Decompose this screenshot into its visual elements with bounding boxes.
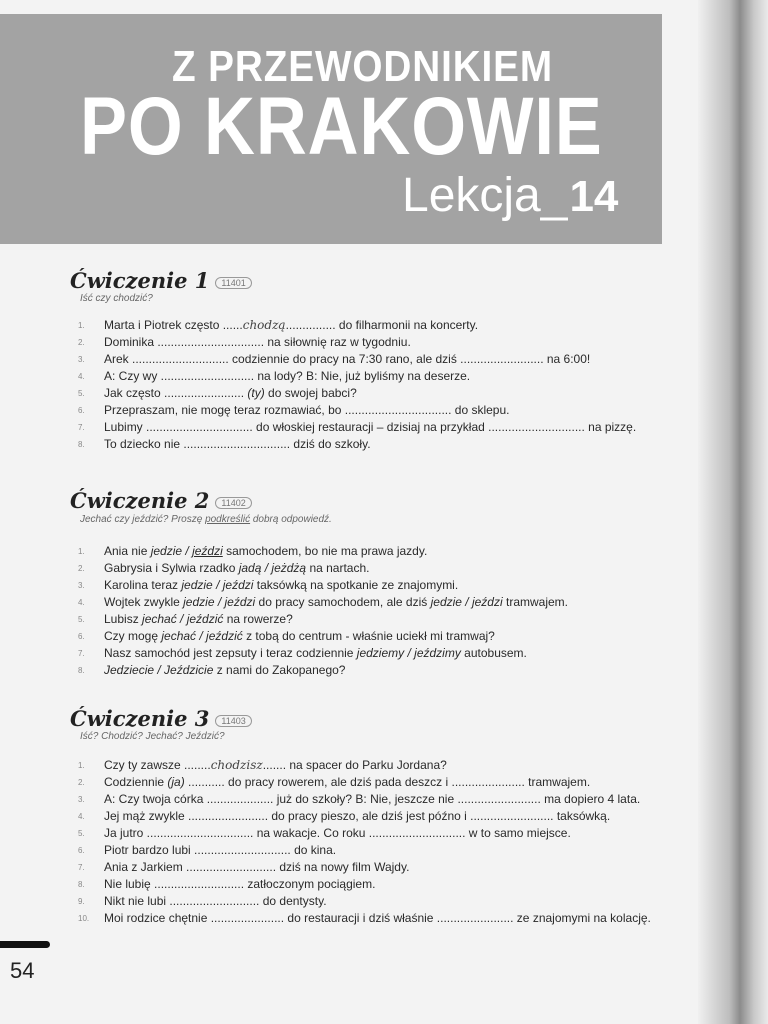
item-text: (ja) — [167, 775, 185, 789]
exercise-1-instruction: Iść czy chodzić? — [80, 293, 153, 304]
exercise-item — [78, 419, 636, 436]
exercise-item — [78, 611, 568, 628]
exercise-item — [78, 368, 636, 385]
item-number: 1. — [78, 761, 85, 770]
item-text: jedzie / jeździ — [181, 578, 254, 592]
item-text: Nikt nie lubi ........................... do dentysty. — [104, 894, 327, 908]
page-number: 54 — [10, 958, 35, 983]
exercise-item — [78, 351, 636, 368]
page-edge-marker — [0, 941, 50, 948]
item-number: 4. — [78, 598, 85, 607]
instruction-underlined: podkreślić — [205, 514, 251, 525]
item-text: Ania z Jarkiem ........................... dziś na nowy film Wajdy. — [104, 860, 410, 874]
item-text: do pracy samochodem, ale dziś — [255, 595, 431, 609]
item-text: Lubisz — [104, 612, 143, 626]
instruction-part: Jechać czy jeździć? Proszę — [80, 514, 206, 525]
item-number: 7. — [78, 423, 85, 432]
item-number: 8. — [78, 880, 85, 889]
exercise-item — [78, 594, 568, 611]
exercise-item — [78, 859, 651, 876]
exercise-3-instruction: Iść? Chodzić? Jechać? Jeździć? — [80, 731, 225, 742]
item-number: 8. — [78, 440, 85, 449]
item-text: na nartach. — [306, 561, 370, 575]
item-text: ............... do filharmonii na koncerty. — [285, 318, 479, 332]
exercise-item — [78, 334, 636, 351]
item-number: 3. — [78, 355, 85, 364]
exercise-item — [78, 543, 568, 560]
exercise-3-list — [78, 757, 651, 927]
item-number: 4. — [78, 812, 85, 821]
exercise-item — [78, 662, 568, 679]
item-text: jeździ — [192, 544, 223, 558]
item-number: 5. — [78, 389, 85, 398]
item-text: z nami do Zakopanego? — [213, 663, 346, 677]
exercise-1-list — [78, 317, 636, 453]
item-text: Moi rodzice chętnie ...................... do restauracji i dziś właśnie ....................... ze znajomymi na kolację. — [104, 911, 651, 925]
item-text: Gabrysia i Sylwia rzadko — [104, 561, 239, 575]
item-text: Lubimy ................................ do włoskiej restauracji – dzisiaj na przykład ............................. na pizzę. — [104, 420, 637, 434]
item-text: na rowerze? — [223, 612, 293, 626]
exercise-2-list — [78, 543, 568, 679]
item-text: Karolina teraz — [104, 578, 182, 592]
item-number: 4. — [78, 372, 85, 381]
handwritten-answer: chodzisz — [210, 758, 263, 772]
exercise-title-text: Ćwiczenie 1 — [70, 268, 210, 293]
exercise-item — [78, 842, 651, 859]
item-text: A: Czy wy ............................ na lody? B: Nie, już byliśmy na deserze. — [104, 369, 471, 383]
item-number: 7. — [78, 863, 85, 872]
item-number: 6. — [78, 632, 85, 641]
item-number: 10. — [78, 914, 90, 923]
item-number: 3. — [78, 795, 85, 804]
item-text: jedzie / — [150, 544, 193, 558]
item-number: 6. — [78, 846, 85, 855]
item-text: Wojtek zwykle — [104, 595, 184, 609]
item-text: ....... na spacer do Parku Jordana? — [262, 758, 447, 772]
handwritten-answer: chodzą — [242, 318, 286, 332]
exercise-item — [78, 808, 651, 825]
item-text: (ty) — [247, 386, 265, 400]
item-text: jedzie / jeździ — [430, 595, 503, 609]
exercise-1-title — [70, 268, 252, 293]
item-text: jechać / jeździć — [161, 629, 243, 643]
header-title-line1: Z PRZEWODNIKIEM — [172, 42, 554, 91]
exercise-item — [78, 560, 568, 577]
item-text: samochodem, bo nie ma prawa jazdy. — [222, 544, 428, 558]
exercise-item — [78, 645, 568, 662]
item-text: Jak często ........................ — [104, 386, 248, 400]
exercise-item — [78, 791, 651, 808]
item-text: z tobą do centrum - właśnie uciekł mi tramwaj? — [242, 629, 495, 643]
item-text: Przepraszam, nie mogę teraz rozmawiać, bo ................................ do sklepu. — [104, 403, 510, 417]
item-text: jechać / jeździć — [142, 612, 224, 626]
exercise-3-title — [70, 706, 252, 731]
item-text: Jedziecie / Jeździcie — [104, 663, 214, 677]
exercise-item — [78, 628, 568, 645]
item-text: Piotr bardzo lubi ............................. do kina. — [104, 843, 337, 857]
item-text: ........... do pracy rowerem, ale dziś pada deszcz i ...................... tramwajem. — [184, 775, 591, 789]
item-number: 8. — [78, 666, 85, 675]
item-number: 9. — [78, 897, 85, 906]
item-text: Codziennie — [104, 775, 168, 789]
item-text: autobusem. — [460, 646, 527, 660]
exercise-item — [78, 317, 636, 334]
item-text: tramwajem. — [502, 595, 568, 609]
exercise-code: 11402 — [215, 497, 251, 509]
item-text: Czy mogę — [104, 629, 162, 643]
exercise-item — [78, 757, 651, 774]
header-title-line2: PO KRAKOWIE — [80, 81, 603, 172]
lesson-number: 14 — [569, 172, 619, 221]
item-text: Ania nie — [104, 544, 151, 558]
item-number: 2. — [78, 338, 85, 347]
item-number: 5. — [78, 829, 85, 838]
exercise-item — [78, 402, 636, 419]
item-number: 1. — [78, 321, 85, 330]
lesson-label — [402, 169, 619, 222]
item-text: Jej mąż zwykle ........................ do pracy pieszo, ale dziś jest późno i ......................... taksówką. — [104, 809, 611, 823]
item-text: taksówką na spotkanie ze znajomymi. — [253, 578, 459, 592]
exercise-item — [78, 385, 636, 402]
item-text: Nie lubię ........................... zatłoczonym pociągiem. — [104, 877, 376, 891]
item-text: jadą / jeżdżą — [238, 561, 307, 575]
item-text: To dziecko nie ................................ dziś do szkoły. — [104, 437, 371, 451]
exercise-item — [78, 876, 651, 893]
item-number: 5. — [78, 615, 85, 624]
exercise-title-text: Ćwiczenie 3 — [70, 706, 210, 731]
item-text: Ja jutro ................................ na wakacje. Co roku ............................. w to samo miejsce. — [104, 826, 571, 840]
item-number: 2. — [78, 564, 85, 573]
exercise-item — [78, 577, 568, 594]
item-number: 1. — [78, 547, 85, 556]
item-text: Czy ty zawsze ........ — [104, 758, 211, 772]
item-text: Marta i Piotrek często ...... — [104, 318, 243, 332]
lesson-label-text: Lekcja_ — [402, 169, 568, 222]
instruction-part: dobrą odpowiedź. — [250, 514, 332, 525]
item-text: do swojej babci? — [264, 386, 357, 400]
exercise-2-title — [70, 488, 252, 513]
exercise-item — [78, 825, 651, 842]
item-text: jedziemy / jeździmy — [356, 646, 461, 660]
item-number: 2. — [78, 778, 85, 787]
item-text: Nasz samochód jest zepsuty i teraz codziennie — [104, 646, 357, 660]
exercise-item — [78, 436, 636, 453]
exercise-title-text: Ćwiczenie 2 — [70, 488, 210, 513]
exercise-item — [78, 893, 651, 910]
item-text: Dominika ................................ na siłownię raz w tygodniu. — [104, 335, 411, 349]
exercise-code: 11403 — [215, 715, 251, 727]
item-text: Arek ............................. codziennie do pracy na 7:30 rano, ale dziś ......................... na 6:00! — [104, 352, 591, 366]
item-text: jedzie / jeździ — [183, 595, 256, 609]
item-number: 3. — [78, 581, 85, 590]
book-binding-shadow — [698, 0, 768, 1024]
exercise-item — [78, 774, 651, 791]
item-number: 6. — [78, 406, 85, 415]
exercise-2-instruction — [80, 514, 332, 525]
item-text: A: Czy twoja córka .................... już do szkoły? B: Nie, jeszcze nie ......................... ma dopiero 4 lata. — [104, 792, 641, 806]
exercise-code: 11401 — [215, 277, 251, 289]
exercise-item — [78, 910, 651, 927]
item-number: 7. — [78, 649, 85, 658]
